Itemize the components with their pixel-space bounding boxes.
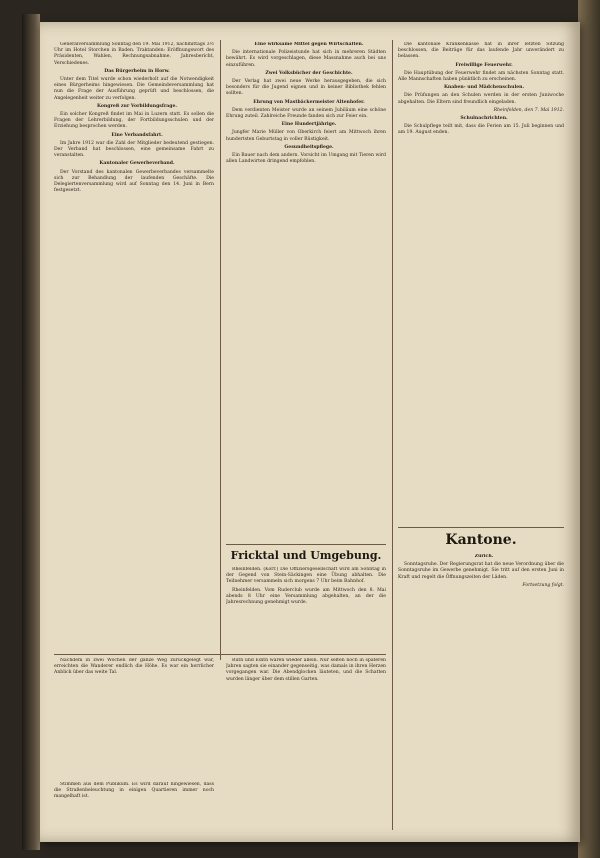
column-rule-1 [220, 40, 221, 660]
column-left [54, 42, 214, 672]
col1-intro: Generalversammlung Sonntag den 19. Mai 1912, nachmittags 3½ Uhr im Hotel Storchen in Baden. Traktanden: Eröffnungswort des Präsidenten, Wahlen, Rechnungsabnahme, Jahresbericht, Verschiedenes. [54, 42, 214, 66]
column-rule-2 [392, 40, 393, 830]
rule-above-kantone [398, 527, 564, 528]
column-right [398, 42, 564, 532]
bottom-left-notice [54, 782, 214, 832]
kantone-heading: Kantone. [445, 532, 517, 548]
fricktal-articles [226, 567, 386, 647]
col2-section5-text: Ein Bauer nach dem andern. Vorsicht im Umgang mit Tieren wird allen Landwirten dringend empfohlen. [226, 153, 386, 165]
fricktal-article-2: Rheinfelden. Vom Ruderclub wurde am Mittwoch den 8. Mai abends 8 Uhr eine Versammlung abgehalten, an der die Jahresrechnung genehmigt wurde. [226, 587, 386, 606]
bottom-left-text: Stimmen aus dem Publikum. Es wird darauf hingewiesen, dass die Straßenbeleuchtung in einigen Quartieren immer noch mangelhaft ist. [54, 782, 214, 800]
col2-section3-text: Dem verdienten Meister wurde an seinem Jubiläum eine schöne Ehrung zuteil. Zahlreiche Freunde fanden sich zur Feier ein. [226, 107, 386, 120]
col1-section1-title: Das Bürgerheim in Horw. [104, 68, 170, 74]
col3-section3-title: Schulnachrichten. [460, 116, 508, 122]
col1-section4-text: Der Vorstand des kantonalen Gewerbeverbandes versammelte sich zur Behandlung der laufenden Geschäfte. Die Delegiertenversammlung wird auf Sonntag den 14. Juni in Bern festgesetzt. [54, 169, 214, 194]
kantone-subheading: Zürich. [474, 554, 494, 559]
col1-section4-title: Kantonaler Gewerbeverband. [99, 161, 175, 167]
col3-section3-text: Die Schulpflege teilt mit, dass die Ferien am 15. Juli beginnen und am 19. August enden. [398, 124, 564, 136]
feuilleton-middle [226, 658, 386, 828]
feuilleton-left [54, 658, 214, 778]
column-middle [226, 42, 386, 542]
rule-above-fricktal [226, 544, 386, 545]
col2-section2-title: Zwei Volksbücher der Geschichte. [265, 70, 353, 76]
col3-section1-title: Freiwillige Feuerwehr. [455, 62, 513, 68]
feuilleton-left-text: Nachdem in zwei Wochen der ganze Weg zurückgelegt war, erreichten die Wanderer endlich die Höhe. Es war ein herrlicher Anblick über das weite Tal. [54, 658, 214, 676]
kantone-articles [398, 554, 564, 814]
col2-section4-text: Jungfer Marie Müller von Oberkirch feiert am Mittwoch ihren hundertsten Geburtstag in voller Rüstigkeit. [226, 130, 386, 142]
col3-intro: Die kantonale Krankenkasse hat in ihrer letzten Sitzung beschlossen, die Beiträge für das laufende Jahr unverändert zu belassen. [398, 42, 564, 60]
col1-section3-title: Eine Verbandsfahrt. [111, 132, 163, 138]
col3-section2-text: Die Prüfungen an den Schulen werden in der ersten Juniwoche abgehalten. Die Eltern sind freundlich eingeladen. [398, 93, 564, 105]
rule-above-feuilleton [54, 654, 386, 655]
fricktal-article-1: Rheinfelden. (Korr.) Die Offiziersgesellschaft wird am Sonntag in der Gegend von Stein-Säckingen eine Übung abhalten. Die Teilnehmer versammeln sich morgens 7 Uhr beim Bahnhof. [226, 567, 386, 585]
col2-section5-title: Gesundheitspflege. [284, 144, 334, 150]
col3-section2-title: Knaben- und Mädchenschulen. [443, 85, 525, 91]
col3-section1-text: Die Hauptübung der Feuerwehr findet am nächsten Sonntag statt. Alle Mannschaften haben pünktlich zu erscheinen. [398, 70, 564, 83]
col1-section2-text: Ein solcher Kongreß findet im Mai in Luzern statt. Es sollen die Fragen der Lehrerbildung, der Fortbildungsschulen und der Erziehung besprochen werden. [54, 112, 214, 130]
newspaper-page [40, 22, 580, 842]
col3-signature: Rheinfelden, den 7. Mai 1912. [493, 107, 564, 113]
fricktal-heading: Fricktal und Umgebung. [230, 549, 382, 562]
col2-section1-title: Eine wirksame Mittel gegen Wirtschaften. [254, 42, 364, 47]
col2-section4-title: Eine Hundertjährige. [281, 122, 337, 128]
continued-note: Fortsetzung folgt. [522, 582, 564, 588]
kantone-article: Sonntagsruhe. Der Regierungsrat hat die neue Verordnung über die Sonntagsruhe im Gewerbe genehmigt. Sie tritt auf den ersten Juni in Kraft und regelt die Öffnungszeiten der Läden. [398, 562, 564, 580]
col1-section2-title: Kongreß zur Vorbildungsfrage. [96, 103, 178, 109]
book-spine [22, 14, 40, 850]
col2-section1-text: Die internationale Polizeistunde hat sich in mehreren Städten bewährt. Es wird vorgeschlagen, diese Massnahme auch bei uns einzuführen. [226, 50, 386, 68]
page-edge [578, 0, 600, 858]
feuilleton-text: Ruth und Edith waren wieder allein. Nur selten noch in späteren Jahren sagten sie einander gegenseitig, was damals in ihren Herzen vorgegangen war. Die Abendglocken läuteten, und die Schatten wurden länger über dem stillen Garten. [226, 658, 386, 682]
col2-section3-title: Ehrung von Mastbäckermeister Altenhofer. [253, 99, 365, 105]
col1-section3-text: Im Jahre 1912 war die Zahl der Mitglieder bedeutend gestiegen. Der Verband hat beschlossen, eine gemeinsame Fahrt zu veranstalten. [54, 140, 214, 159]
col2-section2-text: Der Verlag hat zwei neue Werke herausgegeben, die sich besonders für die Jugend eignen und in keiner Bibliothek fehlen sollten. [226, 79, 386, 97]
col1-section1-text: Unter dem Titel wurde schon wiederholt auf die Notwendigkeit eines Bürgerheims hingewiesen. Die Gemeindeversammlung hat nun die Frage der Ausführung geprüft und beschlossen, die Angelegenheit weiter zu verfolgen. [54, 77, 214, 101]
